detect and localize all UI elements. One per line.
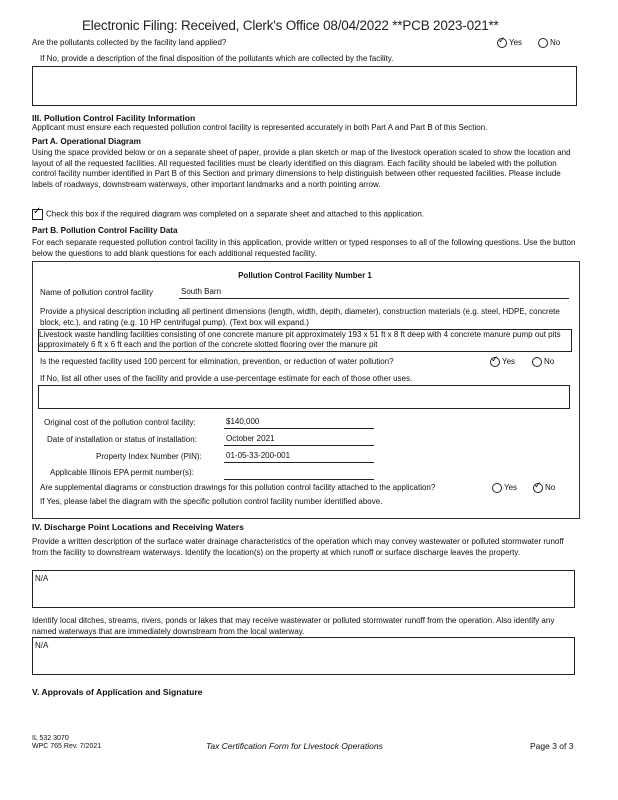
date-underline [224,445,374,446]
date-value[interactable]: October 2021 [226,434,275,443]
partA-title: Part A. Operational Diagram [32,137,141,146]
radio-empty-icon [492,483,502,493]
facility-description-value[interactable]: Livestock waste handling facilities consisting of one concrete manure pit approximately 193 x 51 ft x 8 ft deep with 4 concrete manure pump out pits approximately 6 ft x 6 ft each and the portion of the concrete slotted flooring over the manure pit [38,329,572,352]
drainage-question: Provide a written description of the surface water drainage characteristics of the operation which may convey wastewater or polluted stormwater runoff from the facility to downstream waterways. Identify the location(s) on the property at which runoff or surface discharge leaves the property. [32,537,564,557]
radio-selected-icon [490,357,500,367]
permit-label: Applicable Illinois EPA permit number(s): [50,468,194,477]
supplemental-no-radio[interactable]: ✓ No [533,483,555,494]
partB-text: For each separate requested pollution control facility in this application, provide written or typed responses to all of the following questions. Use the button below the questions to add blank questions for each additional requested facility. [32,238,576,258]
pollutants-no-radio[interactable]: No [538,38,560,49]
partA-text: Using the space provided below or on a separate sheet of paper, provide a plan sketch or map of the livestock operation scaled to show the location and layout of all the requested facilities. All requested facilities must be clearly identified on this diagram. Each facility should be labeled with the pollution control facility number identified in Part B of this Section and primary dimensions to help distinguish between other requested facilities. Please include labels of roadways, downstream waterways, other important landmarks and a north pointing arrow. [32,148,571,189]
waterways-answer[interactable]: N/A [32,637,575,675]
form-revision: WPC 765 Rev. 7/2021 [32,743,102,750]
diagram-checkbox[interactable]: ✓Check this box if the required diagram was completed on a separate sheet and attached to this application. [32,209,424,220]
drainage-answer[interactable]: N/A [32,570,575,608]
pin-underline [224,462,374,463]
radio-selected-icon [497,38,507,48]
used100-no-radio[interactable]: No [532,357,554,368]
section3-title: III. Pollution Control Facility Information [32,113,196,123]
used100-yes-radio[interactable]: ✓ Yes [490,357,515,368]
permit-underline [224,479,374,480]
page-number: Page 3 of 3 [530,741,574,751]
radio-empty-icon [538,38,548,48]
form-code: IL 532 3070 [32,735,69,742]
facility-name-label: Name of pollution control facility [40,288,153,297]
partB-title: Part B. Pollution Control Facility Data [32,226,178,235]
pollutants-if-no-label: If No, provide a description of the final disposition of the pollutants which are collected by the facility. [40,54,394,63]
supplemental-note: If Yes, please label the diagram with the specific pollution control facility number identified above. [40,497,383,506]
section5-title: V. Approvals of Application and Signature [32,687,203,697]
cost-underline [224,428,374,429]
waterways-question: Identify local ditches, streams, rivers, ponds or lakes that may receive wastewater or polluted stormwater runoff from the operation. Also identify any named waterways that are immediately downstream from the local waterway. [32,616,555,636]
facility-name-underline [179,298,569,299]
pollutants-question: Are the pollutants collected by the facility land applied? [32,38,227,47]
supplemental-question: Are supplemental diagrams or construction drawings for this pollution control facility attached to the application? [40,483,436,492]
pin-label: Property Index Number (PIN): [96,452,202,461]
other-uses-textbox[interactable] [38,385,570,409]
checkbox-checked-icon [32,209,43,220]
radio-empty-icon [532,357,542,367]
cost-label: Original cost of the pollution control facility: [44,418,196,427]
pin-value[interactable]: 01-05-33-200-001 [226,451,291,460]
section3-intro: Applicant must ensure each requested pollution control facility is represented accurately in both Part A and Part B of this Section. [32,123,488,132]
filing-stamp: Electronic Filing: Received, Clerk's Office 08/04/2022 **PCB 2023-021** [82,18,499,33]
disposition-textbox[interactable] [32,66,577,106]
facility-heading: Pollution Control Facility Number 1 [238,271,372,280]
footer-title: Tax Certification Form for Livestock Operations [206,741,383,751]
cost-value[interactable]: $140,000 [226,417,260,426]
date-label: Date of installation or status of installation: [47,435,197,444]
used100-question: Is the requested facility used 100 percent for elimination, prevention, or reduction of water pollution? [40,357,394,366]
radio-selected-icon [533,483,543,493]
pollutants-yes-radio[interactable]: ✓ Yes [497,38,522,49]
facility-description-label: Provide a physical description including all pertinent dimensions (length, width, depth, diameter), construction materials (e.g. steel, HDPE, concrete block, etc.), and rating (e.g. 10 HP centrifugal pump). (Text box will expand.) [40,307,560,327]
section4-title: IV. Discharge Point Locations and Receiving Waters [32,522,244,532]
other-uses-label: If No, list all other uses of the facility and provide a use-percentage estimate for each of those other uses. [40,374,413,383]
facility-name-value[interactable]: South Barn [181,287,222,296]
supplemental-yes-radio[interactable]: Yes [492,483,517,494]
